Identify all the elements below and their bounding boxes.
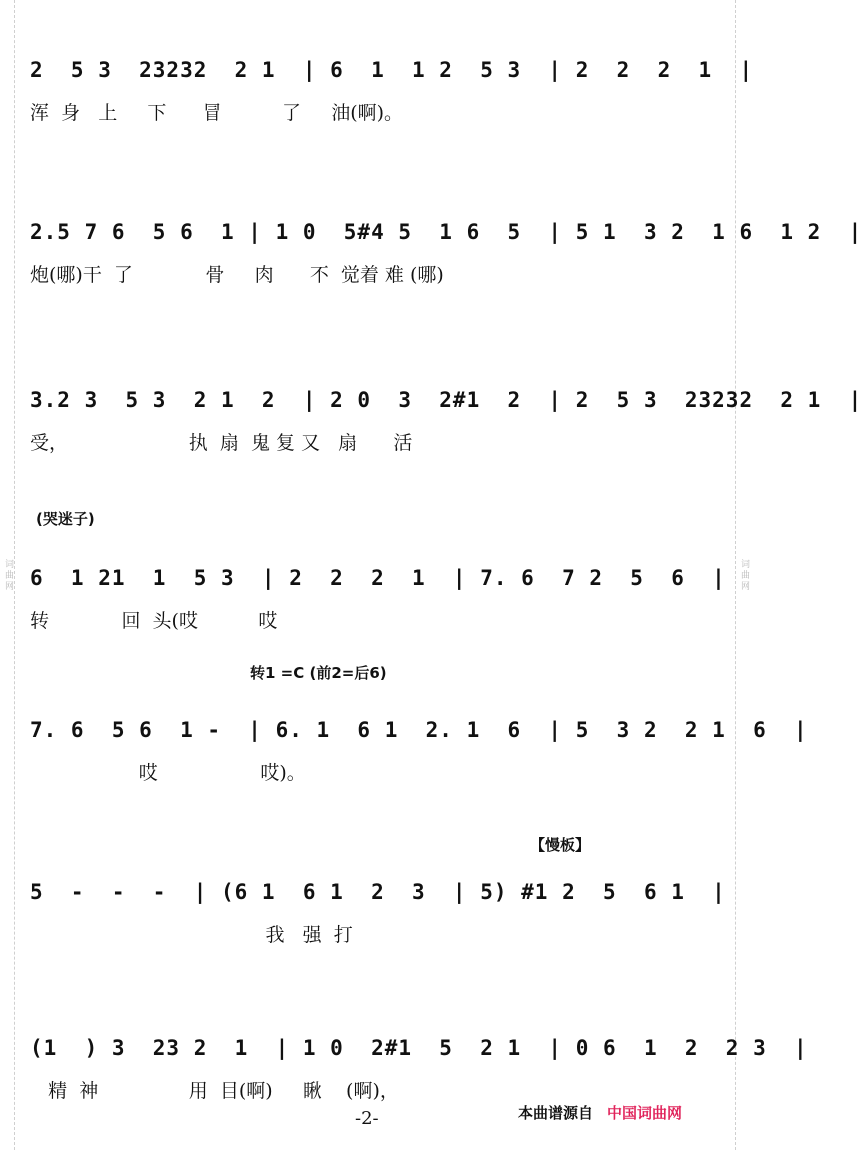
source-site-link[interactable]: 中国词曲网 [607,1104,683,1122]
notation-line: 3.2 3 5 3 2 1 2 | 2 0 3 2#1 2 | 2 5 3 23232 2 1 | [30,388,862,412]
lyrics-line: 精 神 用 目(啊) 瞅 (啊)， [30,1080,399,1102]
lyrics-line: 炮(哪)干 了 骨 肉 不 觉着 难 (哪) [30,264,444,286]
lyrics-line: 我 强 打 [30,924,353,946]
notation-line: 2 5 3 23232 2 1 | 6 1 1 2 5 3 | 2 2 2 1 | [30,58,754,82]
source-credit [518,1102,682,1123]
key-change-label: 转1 =C (前2=后6) [250,664,387,682]
notation-line: 7. 6 5 6 1 - | 6. 1 6 1 2. 1 6 | 5 3 2 2 1 6 | [30,718,808,742]
lyrics-line: 转 回 头(哎 哎 [30,610,278,632]
lyrics-line: 受， 执 扇 鬼 复 又 扇 活 [30,432,413,454]
notation-line: (1 ) 3 23 2 1 | 1 0 2#1 5 2 1 | 0 6 1 2 2 3 | [30,1036,808,1060]
source-text: 本曲谱源自 [518,1104,594,1122]
lyrics-line: 哎 哎)。 [30,762,306,784]
notation-line: 6 1 21 1 5 3 | 2 2 2 1 | 7. 6 7 2 5 6 | [30,566,726,590]
page-number: -2- [355,1108,379,1129]
lyrics-line: 浑 身 上 下 冒 了 油(啊)。 [30,102,404,124]
tempo-label: 【慢板】 [530,836,591,854]
notation-line: 2.5 7 6 5 6 1 | 1 0 5#4 5 1 6 5 | 5 1 3 2 1 6 1 2 | [30,220,862,244]
left-watermark: 词曲网 [0,0,15,1150]
right-watermark: 词曲网 [735,0,750,1150]
crying-section-label: (哭迷子) [36,510,95,528]
notation-line: 5 - - - | (6 1 6 1 2 3 | 5) #1 2 5 6 1 | [30,880,726,904]
